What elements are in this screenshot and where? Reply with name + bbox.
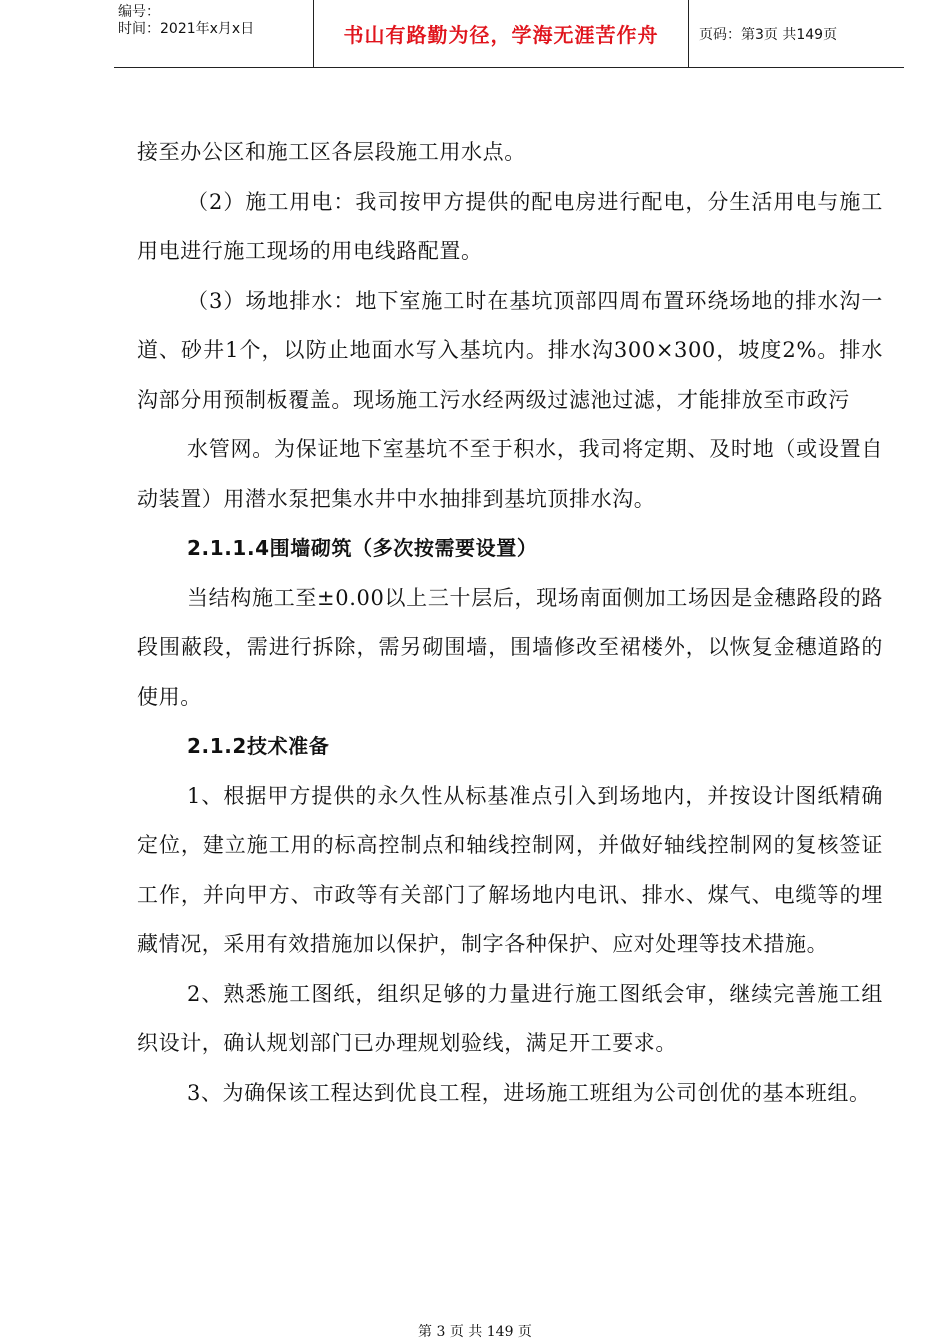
header-page-info: 页码：第3页 共149页 (699, 26, 838, 43)
paragraph: （3）场地排水：地下室施工时在基坑顶部四周布置环绕场地的排水沟一道、砂井1个，以防止地面水写入基坑内。排水沟300×300，坡度2%。排水沟部分用预制板覆盖。现场施工污水经两级过滤池过滤，才能排放至市政污 (137, 288, 883, 412)
time-label: 时间：2021年x月x日 (118, 21, 255, 37)
paragraph: 当结构施工至±0.00以上三十层后，现场南面侧加工场因是金穗路段的路段围蔽段，需进行拆除，需另砌围墙，围墙修改至裙楼外，以恢复金穗道路的使用。 (137, 585, 883, 709)
paragraph: （2）施工用电：我司按甲方提供的配电房进行配电，分生活用电与施工用电进行施工现场的用电线路配置。 (137, 189, 883, 263)
section-heading: 2.1.1.4围墙砌筑（多次按需要设置） (187, 536, 538, 560)
page-header (114, 0, 904, 68)
page-footer: 第 3 页 共 149 页 (418, 1324, 532, 1340)
header-meta (114, 0, 314, 67)
document-body (137, 128, 883, 1118)
section-heading: 2.1.2技术准备 (187, 734, 330, 758)
number-label: 编号： (118, 4, 160, 20)
paragraph: 接至办公区和施工区各层段施工用水点。 (137, 140, 526, 164)
header-motto: 书山有路勤为径，学海无涯苦作舟 (314, 0, 689, 67)
paragraph: 3、为确保该工程达到优良工程，进场施工班组为公司创优的基本班组。 (187, 1080, 871, 1105)
paragraph: 1、根据甲方提供的永久性从标基准点引入到场地内，并按设计图纸精确定位，建立施工用的标高控制点和轴线控制网，并做好轴线控制网的复核签证工作，并向甲方、市政等有关部门了解场地内电讯、排水、煤气、电缆等的埋藏情况，采用有效措施加以保护，制字各种保护、应对处理等技术措施。 (137, 783, 883, 956)
paragraph: 水管网。为保证地下室基坑不至于积水，我司将定期、及时地（或设置自动装置）用潜水泵把集水井中水抽排到基坑顶排水沟。 (137, 437, 883, 511)
paragraph: 2、熟悉施工图纸，组织足够的力量进行施工图纸会审，继续完善施工组织设计，确认规划部门已办理规划验线，满足开工要求。 (137, 981, 883, 1055)
